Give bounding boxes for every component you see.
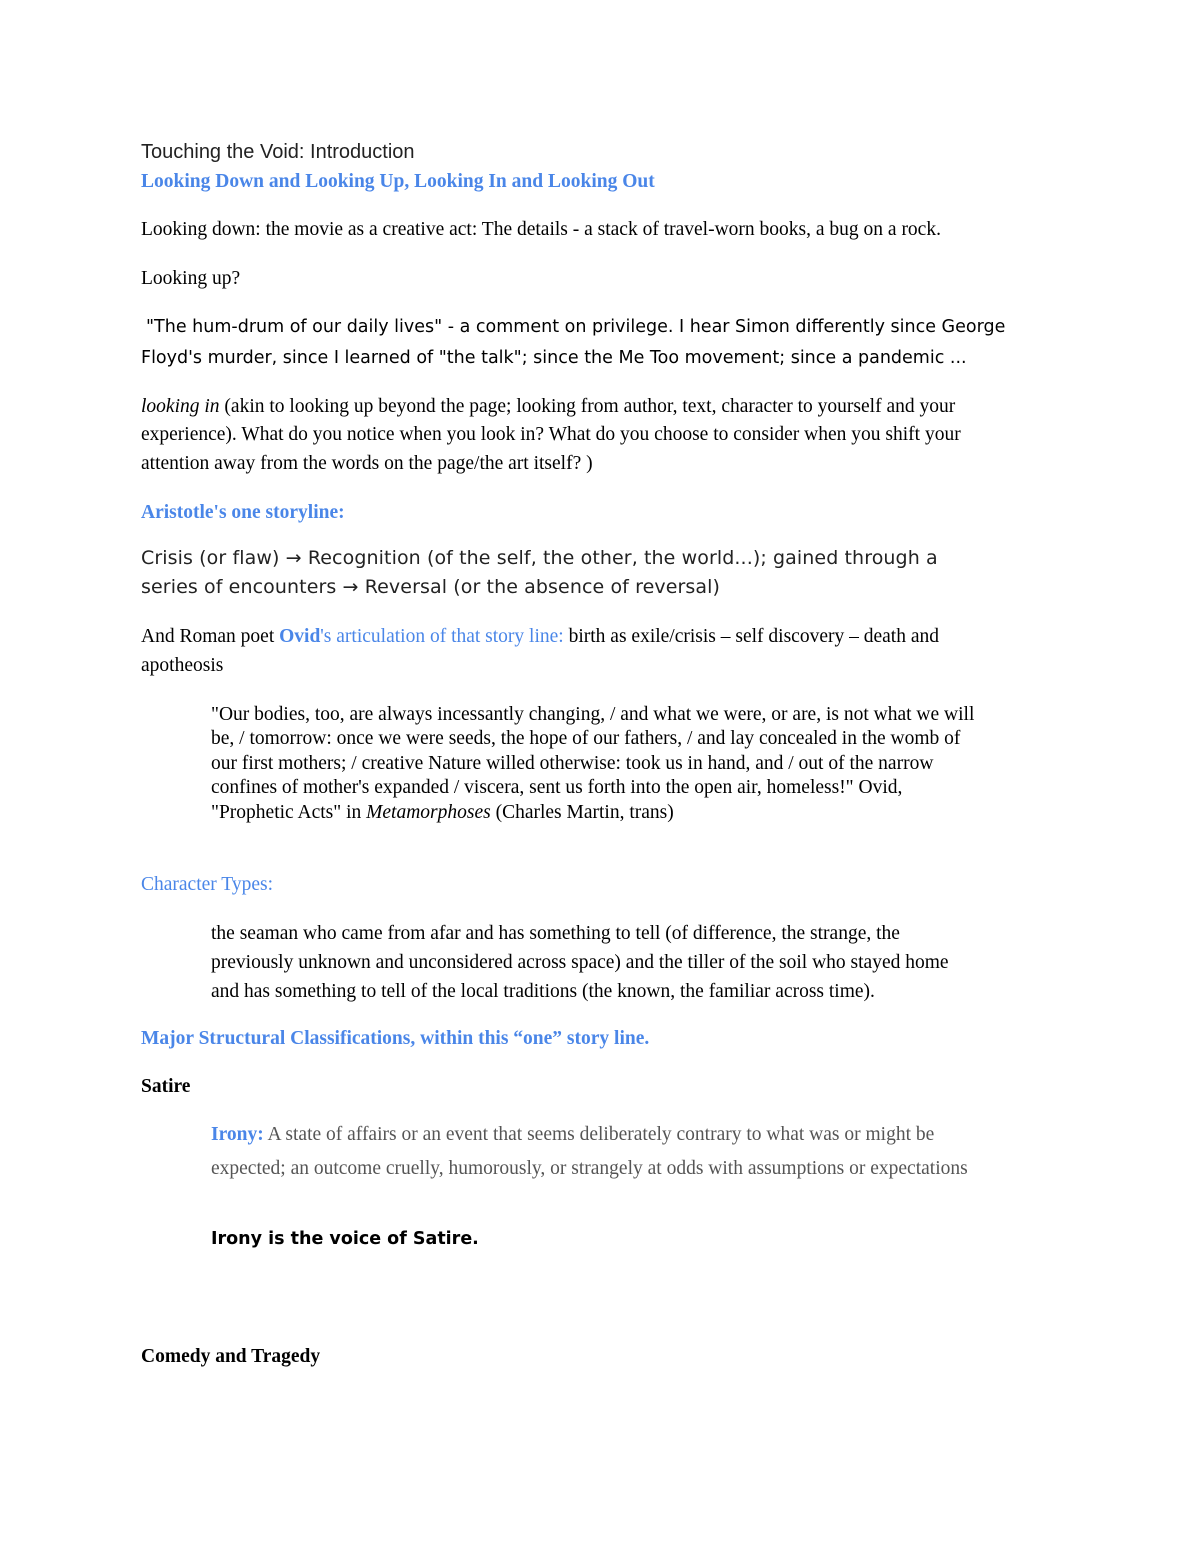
privilege-line-1: "The hum-drum of our daily lives" - a comment on privilege. I hear Simon differently since George (146, 317, 1006, 337)
looking-in-line-1 (141, 396, 955, 418)
character-types-line-1: the seaman who came from afar and has something to tell (of difference, the strange, the (211, 923, 900, 944)
aristotle-line-1: Crisis (or flaw) → Recognition (of the self, the other, the world...); gained through a (141, 547, 938, 569)
quote-line-2: be, / tomorrow: once we were seeds, the hope of our fathers, / and lay concealed in the womb of (211, 728, 961, 749)
irony-line-1 (211, 1124, 934, 1146)
irony-term: Irony: (211, 1124, 264, 1145)
satire-heading: Satire (141, 1076, 191, 1097)
aristotle-line-2: series of encounters → Reversal (or the absence of reversal) (141, 576, 721, 598)
document-title: Touching the Void: Introduction (141, 141, 415, 163)
looking-in-line-2: experience). What do you notice when you look in? What do you choose to consider when you shift your (141, 424, 961, 445)
quote-line-3: our first mothers; / creative Nature willed otherwise: took us in hand, and / out of the narrow (211, 753, 934, 774)
looking-down-paragraph: Looking down: the movie as a creative act: The details - a stack of travel-worn books, a bug on a rock. (141, 219, 941, 240)
quote-citation-suffix: (Charles Martin, trans) (490, 802, 674, 823)
document-subtitle: Looking Down and Looking Up, Looking In and Looking Out (141, 171, 655, 192)
quote-citation-prefix: "Prophetic Acts" in (211, 802, 367, 823)
character-types-heading: Character Types: (141, 874, 274, 895)
ovid-line-1 (141, 626, 939, 648)
ovid-prefix: And Roman poet (141, 626, 280, 647)
irony-line-2: expected; an outcome cruelly, humorously, or strangely at odds with assumptions or expectations (211, 1158, 968, 1179)
character-types-line-3: and has something to tell of the local traditions (the known, the familiar across time). (211, 981, 875, 1002)
irony-voice-statement: Irony is the voice of Satire. (211, 1229, 479, 1249)
structural-heading: Major Structural Classifications, within this “one” story line. (141, 1028, 650, 1049)
ovid-rest: birth as exile/crisis – self discovery – death and (563, 626, 939, 647)
irony-definition: A state of affairs or an event that seems deliberately contrary to what was or might be (263, 1124, 935, 1145)
ovid-name: Ovid (279, 626, 321, 647)
ovid-line-2: apotheosis (141, 655, 224, 676)
aristotle-heading: Aristotle's one storyline: (141, 502, 345, 523)
quote-line-5 (211, 802, 674, 824)
quote-line-1: "Our bodies, too, are always incessantly changing, / and what we were, or are, is not what we will (211, 704, 975, 725)
ovid-articulation: 's articulation of that story line: (320, 626, 564, 647)
quote-line-4: confines of mother's expanded / viscera, sent us forth into the open air, homeless!" Ovid, (211, 777, 903, 798)
character-types-line-2: previously unknown and unconsidered across space) and the tiller of the soil who stayed home (211, 952, 949, 973)
quote-book-title: Metamorphoses (366, 802, 491, 823)
looking-in-rest: (akin to looking up beyond the page; looking from author, text, character to yourself and your (219, 396, 956, 417)
looking-up-paragraph: Looking up? (141, 268, 241, 289)
privilege-line-2: Floyd's murder, since I learned of "the talk"; since the Me Too movement; since a pandemic ... (141, 348, 967, 368)
looking-in-line-3: attention away from the words on the page/the art itself? ) (141, 453, 593, 474)
looking-in-lead: looking in (141, 396, 220, 417)
comedy-tragedy-heading: Comedy and Tragedy (141, 1346, 321, 1367)
